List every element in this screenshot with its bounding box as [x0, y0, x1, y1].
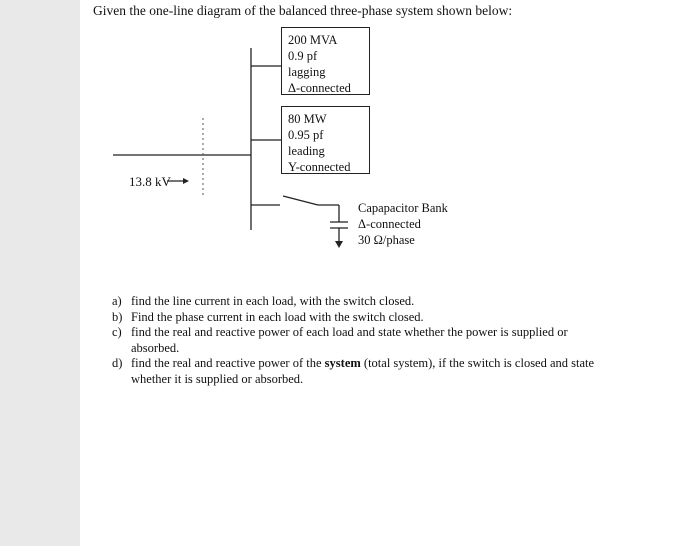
load2-pf-type: leading — [288, 144, 325, 158]
load1-pf: 0.9 pf — [288, 49, 318, 63]
problem-heading: Given the one-line diagram of the balanced three-phase system shown below: — [93, 3, 513, 18]
question-letter: b) — [112, 309, 123, 324]
load1-rating: 200 MVA — [288, 33, 338, 47]
question-a — [112, 294, 602, 310]
question-d — [112, 356, 602, 387]
question-text: find the line current in each load, with the switch closed. — [131, 294, 415, 308]
load1-box — [281, 27, 370, 95]
question-c — [112, 325, 602, 356]
question-text: Find the phase current in each load with the switch closed. — [131, 309, 424, 324]
cap-bank-title: Capapacitor Bank — [358, 201, 448, 215]
voltage-arrow-icon — [183, 178, 189, 184]
load2-connection: Y-connected — [288, 160, 351, 174]
load1-connection: Δ-connected — [288, 81, 351, 95]
cap-bank-impedance: 30 Ω/phase — [358, 233, 415, 247]
question-text: find the real and reactive power of each load and state whether the power is supplied or absorbed. — [131, 325, 568, 355]
question-letter: d) — [112, 356, 123, 370]
question-text: find the real and reactive power of the — [131, 356, 325, 370]
question-letter: a) — [112, 294, 122, 308]
ground-arrow-icon — [335, 241, 343, 248]
question-list — [112, 294, 602, 387]
voltage-label: 13.8 kV — [129, 174, 171, 189]
question-text-rest: (total system), if the switch is closed and state whether it is supplied or absorbed. — [131, 356, 595, 386]
load1-pf-type: lagging — [288, 65, 326, 79]
question-emphasis: system — [324, 356, 361, 370]
question-letter: c) — [112, 325, 122, 339]
cap-bank-connection: Δ-connected — [358, 217, 421, 231]
question-b — [112, 310, 602, 326]
cap-bank-label — [358, 200, 448, 248]
switch-blade — [283, 196, 318, 205]
load2-pf: 0.95 pf — [288, 128, 324, 142]
load2-rating: 80 MW — [288, 112, 327, 126]
load2-box — [281, 106, 370, 174]
